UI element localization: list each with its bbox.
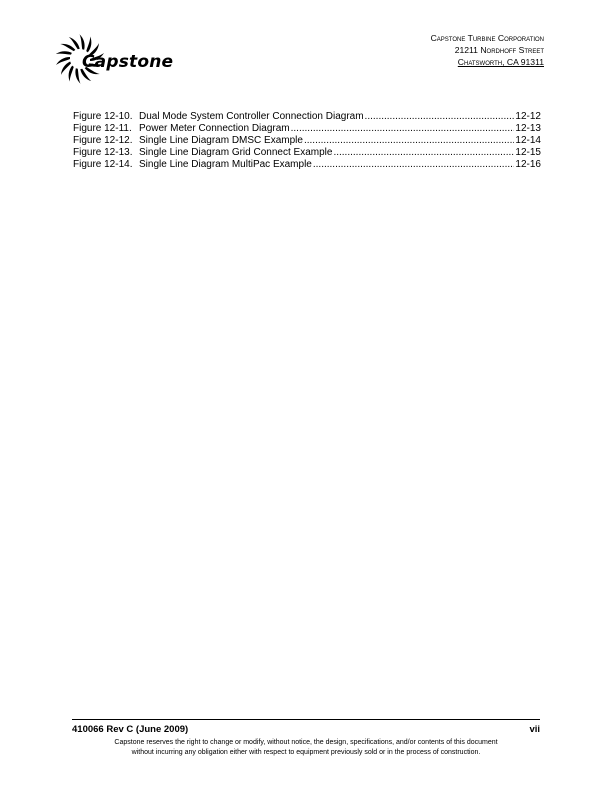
- toc-page-number: 12-16: [515, 159, 541, 170]
- toc-entry[interactable]: [73, 147, 541, 159]
- toc-figure-title: Single Line Diagram MultiPac Example: [139, 159, 312, 170]
- toc-dot-leader: [291, 123, 515, 135]
- company-name: Capstone Turbine Corporation: [430, 33, 544, 43]
- toc-figure-number: Figure 12-11.: [73, 123, 132, 134]
- toc-entry[interactable]: [73, 123, 541, 135]
- toc-dot-leader: [333, 147, 514, 159]
- toc-entry[interactable]: [73, 111, 541, 123]
- toc-page-number: 12-13: [515, 123, 541, 134]
- toc-figure-title: Single Line Diagram Grid Connect Example: [139, 147, 333, 158]
- toc-dot-leader: [365, 111, 515, 123]
- disclaimer-line-2: without incurring any obligation either with respect to equipment previously sold or in the process of construction.: [131, 749, 481, 756]
- page-number: vii: [529, 724, 540, 735]
- toc-figure-title: Single Line Diagram DMSC Example: [139, 135, 303, 146]
- toc-dot-leader: [313, 159, 515, 171]
- toc-page-number: 12-14: [515, 135, 541, 146]
- toc-figure-number: Figure 12-14.: [73, 159, 133, 170]
- company-street: 21211 Nordhoff Street: [454, 45, 544, 56]
- toc-figure-number: Figure 12-10.: [73, 111, 133, 122]
- toc-entry[interactable]: [73, 135, 541, 147]
- footer-disclaimer: [72, 738, 540, 758]
- toc-page-number: 12-15: [515, 147, 541, 158]
- toc-figure-number: Figure 12-12.: [73, 135, 133, 146]
- footer-divider: [72, 719, 540, 720]
- capstone-logo: [56, 32, 206, 84]
- toc-figure-number: Figure 12-13.: [73, 147, 133, 158]
- toc-dot-leader: [304, 135, 514, 147]
- company-address: [431, 32, 544, 69]
- document-revision: 410066 Rev C (June 2009): [72, 724, 189, 735]
- toc-figure-title: Power Meter Connection Diagram: [139, 123, 290, 134]
- toc-figure-title: Dual Mode System Controller Connection Diagram: [139, 111, 364, 122]
- toc-page-number: 12-12: [515, 111, 541, 122]
- disclaimer-line-1: Capstone reserves the right to change or modify, without notice, the design, specifications, and/or contents of this document: [114, 739, 498, 746]
- toc-entry[interactable]: [73, 159, 541, 171]
- logo-wordmark: Capstone: [82, 52, 174, 72]
- list-of-figures: [73, 111, 541, 171]
- company-city: Chatsworth, CA 91311: [457, 57, 544, 68]
